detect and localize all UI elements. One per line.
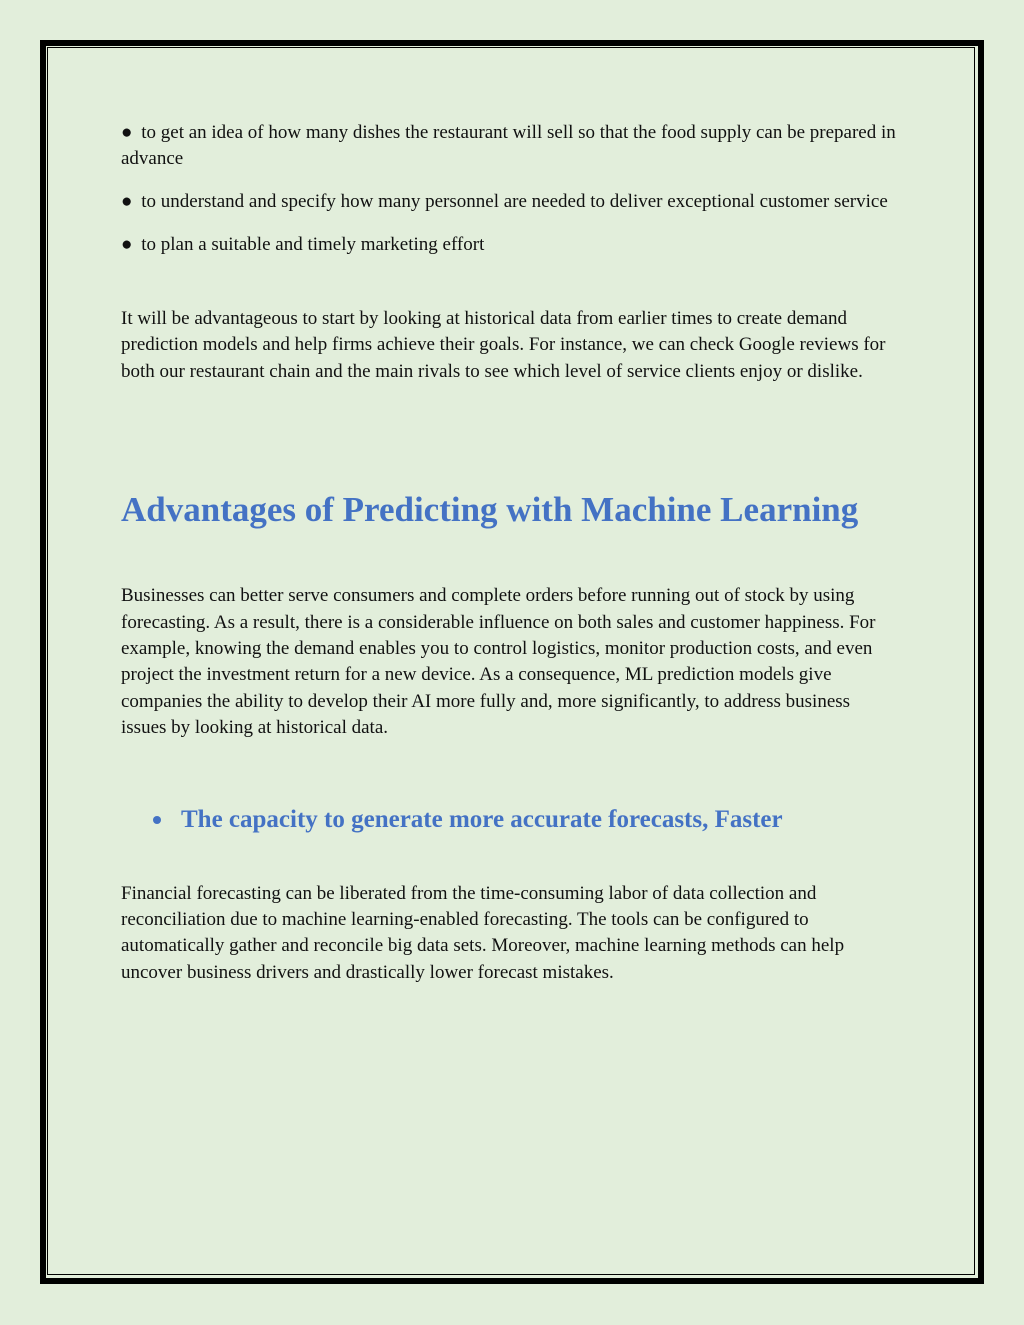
bullet-item-personnel xyxy=(121,189,896,215)
bullet-dot-icon: ● xyxy=(121,191,133,212)
paragraph-historical-data: It will be advantageous to start by looking at historical data from earlier times to create demand prediction models and help firms achieve their goals. For instance, we can check Google reviews for both our restaurant chain and the main rivals to see which level of service clients enjoy or dislike. xyxy=(121,308,886,382)
document-content xyxy=(121,120,896,986)
section-heading: Advantages of Predicting with Machine Learning xyxy=(121,490,859,530)
bullet-dot-icon: ● xyxy=(121,234,133,255)
bullet-item-food-supply xyxy=(121,120,896,172)
bullet-item-marketing xyxy=(121,232,896,258)
paragraph-financial-forecasting: Financial forecasting can be liberated from the time-consuming labor of data collection and reconciliation due to machine learning-enabled forecasting. The tools can be configured to automatically gather and reconcile big data sets. Moreover, machine learning methods can help uncover business drivers and drastically lower forecast mistakes. xyxy=(121,882,845,983)
bullet-text: to get an idea of how many dishes the restaurant will sell so that the food supply can be prepared in advance xyxy=(121,122,896,169)
bullet-list xyxy=(121,120,896,258)
bullet-text: to understand and specify how many personnel are needed to deliver exceptional customer service xyxy=(141,191,888,212)
sub-heading-text: The capacity to generate more accurate forecasts, Faster xyxy=(181,805,783,833)
sub-heading xyxy=(121,804,896,836)
bullet-dot-icon xyxy=(153,816,161,824)
paragraph-forecasting-benefits: Businesses can better serve consumers and complete orders before running out of stock by using forecasting. As a result, there is a considerable influence on both sales and customer happiness. For example, knowing the demand enables you to control logistics, monitor production costs, and even project the investment return for a new device. As a consequence, ML prediction models give companies the ability to develop their AI more fully and, more significantly, to address business issues by looking at historical data. xyxy=(121,585,876,739)
bullet-text: to plan a suitable and timely marketing effort xyxy=(141,234,485,255)
bullet-dot-icon: ● xyxy=(121,122,133,143)
